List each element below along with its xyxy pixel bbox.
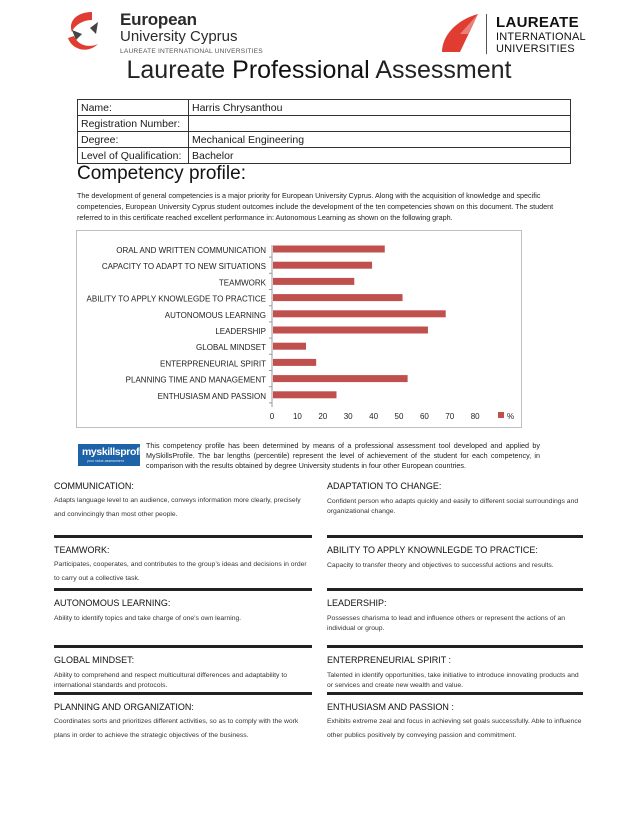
competency-heading: Competency profile: — [77, 163, 246, 184]
x-tick-label: 20 — [318, 412, 328, 421]
section-divider — [54, 535, 312, 538]
category-label: ABILITY TO APPLY KNOWLEGDE TO PRACTICE — [86, 294, 266, 304]
data-bar — [273, 246, 385, 253]
data-bar — [273, 310, 446, 317]
name-label: Name: — [78, 100, 189, 116]
section-divider — [54, 645, 312, 648]
competency-block — [327, 645, 583, 691]
registration-value — [189, 116, 571, 132]
table-row — [78, 132, 571, 148]
category-label: LEADERSHIP — [215, 327, 266, 336]
competency-title: LEADERSHIP: — [327, 598, 387, 608]
myskillsprofile-logo — [78, 444, 150, 466]
competency-block — [54, 535, 312, 586]
data-bar — [273, 262, 372, 269]
student-info-table — [77, 99, 571, 164]
competency-description: Ability to comprehend and respect multicultural differences and adaptability to international standards and protocols. — [54, 672, 287, 689]
table-row — [78, 100, 571, 116]
page-title — [0, 56, 638, 85]
logo-name-line1: European — [120, 10, 197, 29]
competency-block — [54, 481, 312, 522]
table-row — [78, 148, 571, 164]
competency-title: AUTONOMOUS LEARNING: — [54, 598, 171, 608]
category-label: ENTERPRENEURIAL SPIRIT — [160, 359, 266, 369]
legend-label: % — [507, 412, 515, 421]
laureate-line1: LAUREATE — [496, 14, 579, 31]
category-label: CAPACITY TO ADAPT TO NEW SITUATIONS — [101, 262, 266, 272]
competency-chart — [76, 230, 522, 428]
category-label: ORAL AND WRITTEN COMMUNICATION — [116, 246, 266, 255]
competency-title: ABILITY TO APPLY KNOWNLEGDE TO PRACTICE: — [327, 545, 538, 555]
title-part3: Assessment — [375, 56, 512, 84]
degree-value: Mechanical Engineering — [189, 132, 571, 148]
laureate-line3: UNIVERSITIES — [496, 43, 575, 55]
data-bar — [273, 391, 337, 398]
competency-description: Ability to identify topics and take charge of one's own learning. — [54, 615, 242, 622]
competency-title: ENTERPRENEURIAL SPIRIT : — [327, 655, 452, 665]
data-bar — [273, 278, 354, 285]
laureate-leaf-icon — [438, 12, 482, 56]
competency-description: Confident person who adapts quickly and easily to different social surroundings and organizational change. — [327, 498, 579, 515]
competency-block — [54, 588, 312, 624]
competency-description: Participates, cooperates, and contributes to the group’s ideas and decisions in order to carry out a collective task. — [54, 561, 307, 582]
competency-description: Talented in identify opportunities, take initiative to introduce innovating products and or services and create new wealth and value. — [327, 672, 579, 689]
x-tick-label: 10 — [292, 412, 302, 421]
competency-title: TEAMWORK: — [54, 545, 110, 555]
title-part2: Professional — [232, 56, 370, 84]
section-divider — [54, 588, 312, 591]
laureate-logo — [438, 12, 588, 58]
category-label: AUTONOMOUS LEARNING — [164, 310, 266, 320]
competency-title: PLANNING AND ORGANIZATION: — [54, 702, 194, 712]
competency-title: GLOBAL MINDSET: — [54, 655, 135, 665]
section-divider — [327, 535, 583, 538]
chart-svg — [77, 231, 521, 427]
level-value: Bachelor — [189, 148, 571, 164]
x-tick-label: 60 — [419, 412, 429, 421]
section-divider — [327, 588, 583, 591]
competency-description: Possesses charisma to lead and influence others or represent the actions of an individual or group. — [327, 615, 566, 632]
section-divider — [327, 645, 583, 648]
competency-block — [327, 588, 583, 634]
x-tick-label: 50 — [394, 412, 404, 421]
title-part1: Laureate — [126, 56, 226, 84]
section-divider — [327, 692, 583, 695]
data-bar — [273, 294, 403, 301]
legend-swatch — [498, 412, 504, 418]
competency-intro: The development of general competencies is a major priority for European University Cyprus. Along with the acquisition of knowledge and specific competencies, European University Cyprus student outcomes include the development of the ten competencies shown on this document. The student referred to in this certificate reached excellent performance in: Autonomous Learning as shown on the following graph. — [77, 191, 554, 222]
x-tick-label: 70 — [445, 412, 455, 421]
competency-description: Capacity to transfer theory and objectives to successful actions and results. — [327, 562, 554, 569]
degree-label: Degree: — [78, 132, 189, 148]
myskills-note: This competency profile has been determined by means of a professional assessment tool developed and applied by MySkillsProfile. The bar lengths (percentile) represent the level of achievement of the student for each competency, in comparison with the results obtained by degree University students in four other European countries. — [146, 441, 540, 470]
competency-title: ENTHUSIASM AND PASSION : — [327, 702, 454, 712]
competency-block — [54, 645, 312, 691]
euc-swirl-icon — [62, 8, 110, 56]
logo-name-line2: University Cyprus — [120, 28, 238, 45]
x-tick-label: 0 — [269, 412, 275, 421]
section-divider — [54, 692, 312, 695]
x-tick-label: 40 — [369, 412, 379, 421]
competency-description: Coordinates sorts and prioritizes different activities, so as to comply with the work plans in order to achieve the strategic objectives of the business. — [54, 718, 299, 739]
level-label: Level of Qualification: — [78, 148, 189, 164]
myskills-logo-sub: your value assessment — [87, 459, 124, 463]
competency-title: ADAPTATION TO CHANGE: — [327, 481, 442, 491]
registration-label: Registration Number: — [78, 116, 189, 132]
competency-block — [327, 535, 583, 571]
logo-tagline: LAUREATE INTERNATIONAL UNIVERSITIES — [120, 48, 263, 55]
competency-block — [327, 692, 583, 743]
competency-block — [54, 692, 312, 743]
competency-title: COMMUNICATION: — [54, 481, 134, 491]
data-bar — [273, 343, 306, 350]
competency-block — [327, 481, 583, 517]
x-tick-label: 80 — [470, 412, 480, 421]
laureate-line2: INTERNATIONAL — [496, 31, 586, 43]
table-row — [78, 116, 571, 132]
data-bar — [273, 359, 316, 366]
category-label: ENTHUSIASM AND PASSION — [157, 391, 266, 401]
myskills-logo-text: myskillsprofile — [82, 446, 150, 458]
competency-description: Adapts language level to an audience, conveys information more clearly, precisely and convincingly than most other people. — [54, 497, 301, 518]
category-label: TEAMWORK — [218, 278, 266, 288]
competency-description: Exhibits extreme zeal and focus in achieving set goals successfully. Able to influence other publics positively by conveying passion and commitment. — [327, 718, 582, 739]
european-university-cyprus-logo — [62, 8, 262, 56]
name-value: Harris Chrysanthou — [189, 100, 571, 116]
category-label: GLOBAL MINDSET — [196, 343, 266, 353]
data-bar — [273, 327, 428, 334]
x-tick-label: 30 — [343, 412, 353, 421]
category-label: PLANNING TIME AND MANAGEMENT — [125, 375, 266, 385]
data-bar — [273, 375, 408, 382]
